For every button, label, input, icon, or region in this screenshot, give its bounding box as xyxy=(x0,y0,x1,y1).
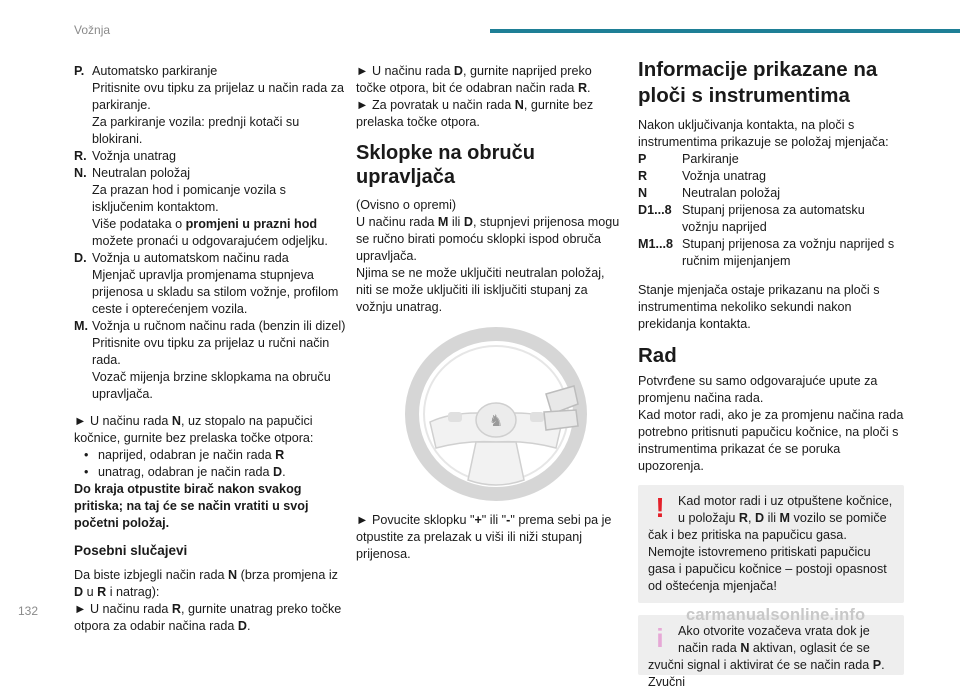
gear-item: D1...8 Stupanj prijenosa za automatsku vožnju naprijed xyxy=(638,203,865,234)
special-paragraph: Da biste izbjegli način rada N (brza promjena iz D u R i natrag): xyxy=(74,568,338,599)
bullet-item: • unatrag, odabran je način rada D. xyxy=(84,465,286,479)
warning-exclamation-icon: ! xyxy=(655,492,665,523)
gear-item: M1...8 Stupanj prijenosa za vožnju naprijed s ručnim mijenjanjem xyxy=(638,237,895,268)
bullet-item: • naprijed, odabran je način rada R xyxy=(84,448,285,462)
subheading-special-cases: Posebni slučajevi xyxy=(74,543,188,558)
info-callout: i Ako otvorite vozačeva vrata dok je način rada N aktivan, oglasit će se zvučni signal i aktivirat će se način rada P. Zvučni xyxy=(638,615,904,675)
bold-note: Do kraja otpustite birač nakon svakog pritiska; na taj će se način vratiti u svoj početni položaj. xyxy=(74,482,309,530)
info-i-icon: i xyxy=(656,623,664,653)
column-3 xyxy=(638,57,904,687)
mode-item-r: R. Vožnja unatrag xyxy=(74,149,177,163)
rad-paragraph: Potvrđene su samo odgovarajuće upute za promjenu načina rada. Kad motor radi, ako je za promjenu načina rada potrebno pritisnuti papučicu kočnice, na ploči s instrumentima prikazat će se poruka upozorenja. xyxy=(638,374,904,473)
gear-item: P Parkiranje xyxy=(638,152,739,166)
paddles-paragraph: (Ovisno o opremi) U načinu rada M ili D, stupnjevi prijenosa mogu se ručno birati pomoću sklopki ispod obruča upravljača. Njima se ne može uključiti neutralan položaj, niti se može uključiti ili isključiti stupanj za vožnju unatrag. xyxy=(356,198,620,314)
paragraph-d-forward: ► U načinu rada D, gurnite naprijed preko točke otpora, bit će odabran način rada R. xyxy=(356,64,592,95)
header-accent-bar xyxy=(490,29,960,33)
mode-item-n: N. Neutralan položaj Za prazan hod i pomicanje vozila s isključenim kontaktom. Više podataka o promjeni u prazni hod možete pronaći u odgovarajućem odjeljku. xyxy=(74,166,328,248)
running-header: Vožnja xyxy=(74,23,111,37)
page-number: 132 xyxy=(18,604,39,618)
mode-item-d: D. Vožnja u automatskom načinu rada Mjenjač upravlja promjenama stupnjeva prijenosa u skladu sa stilom vožnje, profilom ceste i opterećenjem vozila. xyxy=(74,251,339,316)
paddles-instruction: ► Povucite sklopku "+" ili "-" prema sebi pa je otpustite za prelazak u viši ili niži stupanj prijenosa. xyxy=(356,513,612,561)
section-heading-instrument-panel: Informacije prikazane na ploči s instrumentima xyxy=(638,58,878,107)
watermark: carmanualsonline.info xyxy=(686,606,866,624)
mode-item-p: P. Automatsko parkiranje Pritisnite ovu tipku za prijelaz u način rada za parkiranje. Za parkiranje vozila: prednji kotači su blokirani. xyxy=(74,64,345,146)
gear-list xyxy=(638,151,904,270)
section-heading-paddles: Sklopke na obruču upravljača xyxy=(356,142,535,188)
mode-list xyxy=(74,63,346,403)
status-paragraph: Stanje mjenjača ostaje prikazanu na ploči s instrumentima nekoliko sekundi nakon prekidanja kontakta. xyxy=(638,283,880,331)
gear-item: N Neutralan položaj xyxy=(638,186,781,200)
column-1 xyxy=(74,63,346,642)
column-2 xyxy=(356,63,622,570)
instrument-intro: Nakon uključivanja kontakta, na ploči s instrumentima prikazuje se položaj mjenjača: xyxy=(638,118,889,149)
svg-text:♞: ♞ xyxy=(488,411,504,430)
paragraph-return-n: ► Za povratak u način rada N, gurnite bez prelaska točke otpora. xyxy=(356,98,594,129)
mode-item-m: M. Vožnja u ručnom načinu rada (benzin ili dizel) Pritisnite ovu tipku za prijelaz u ručni način rada. Vozač mijenja brzine sklopkama na obruču upravljača. xyxy=(74,319,346,401)
warning-callout: ! Kad motor radi i uz otpuštene kočnice, u položaju R, D ili M vozilo se pomiče čak i bez pritiska na papučicu gasa. Nemojte istovremeno pritiskati papučicu gasa i papučicu kočnice – postoji opasnost od oštećenja mjenjača! xyxy=(638,485,904,603)
instruction-paragraph: ► U načinu rada N, uz stopalo na papučici kočnice, gurnite bez prelaska točke otpora: xyxy=(74,414,314,445)
gear-item: R Vožnja unatrag xyxy=(638,169,767,183)
section-heading-rad: Rad xyxy=(638,344,677,367)
link-text-neutral: promjeni u prazni hod xyxy=(185,217,318,231)
steering-wheel-illustration xyxy=(396,330,606,498)
special-paragraph-2: ► U načinu rada R, gurnite unatrag preko točke otpora za odabir načina rada D. xyxy=(74,602,342,633)
